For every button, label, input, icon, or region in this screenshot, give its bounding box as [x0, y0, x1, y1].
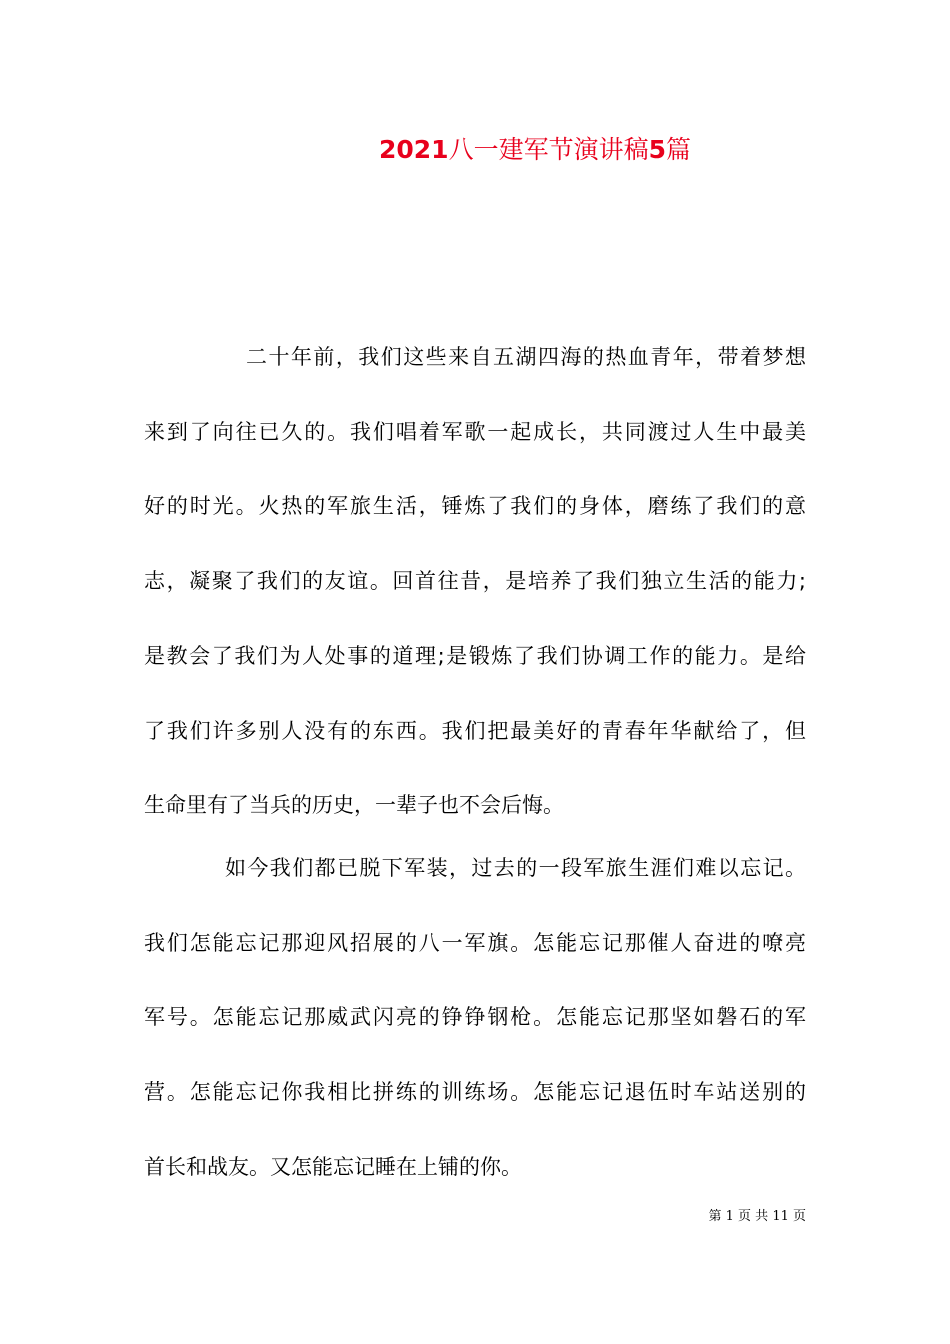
paragraph-line: 志，凝聚了我们的友谊。回首往昔，是培养了我们独立生活的能力; — [144, 569, 806, 593]
paragraph-line: 军号。怎能忘记那威武闪亮的铮铮钢枪。怎能忘记那坚如磐石的军 — [144, 1005, 806, 1029]
title-year: 2021 — [378, 135, 449, 164]
title-suffix: 篇 — [666, 135, 692, 164]
document-title — [0, 132, 950, 168]
paragraph-line: 首长和战友。又怎能忘记睡在上铺的你。 — [144, 1155, 522, 1179]
paragraph-line: 了我们许多别人没有的东西。我们把最美好的青春年华献给了，但 — [144, 719, 806, 743]
paragraph-line: 生命里有了当兵的历史，一辈子也不会后悔。 — [144, 793, 564, 817]
paragraph-line: 是教会了我们为人处事的道理;是锻炼了我们协调工作的能力。是给 — [144, 644, 806, 668]
paragraph-line: 营。怎能忘记你我相比拼练的训练场。怎能忘记退伍时车站送别的 — [144, 1080, 806, 1104]
title-text: 八一建军节演讲稿 — [448, 135, 649, 164]
paragraph-line: 如今我们都已脱下军装，过去的一段军旅生涯们难以忘记。 — [225, 856, 806, 880]
paragraph-line: 二十年前，我们这些来自五湖四海的热血青年，带着梦想 — [246, 345, 806, 369]
paragraph-line: 我们怎能忘记那迎风招展的八一军旗。怎能忘记那催人奋进的嘹亮 — [144, 931, 806, 955]
title-count: 5 — [648, 135, 666, 164]
paragraph-line: 好的时光。火热的军旅生活，锤炼了我们的身体，磨练了我们的意 — [144, 494, 806, 518]
page-number: 第 1 页 共 11 页 — [708, 1209, 806, 1224]
paragraph-line: 来到了向往已久的。我们唱着军歌一起成长，共同渡过人生中最美 — [144, 420, 806, 444]
